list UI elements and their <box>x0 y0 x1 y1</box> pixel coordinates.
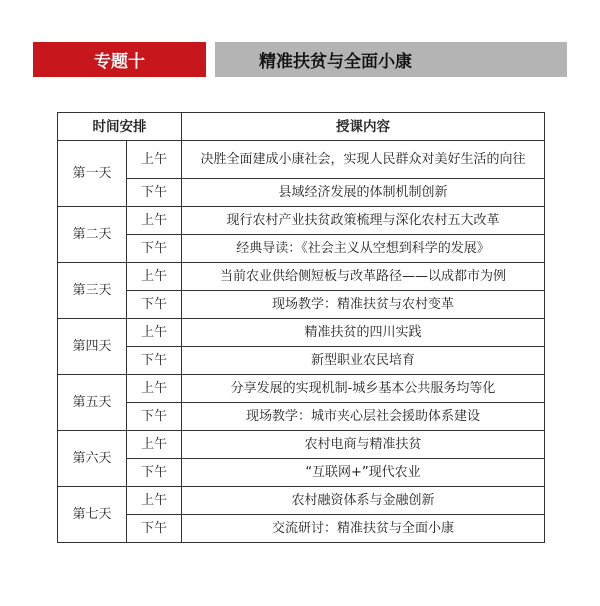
topic-cell: 当前农业供给侧短板与改革路径——以成都市为例 <box>182 263 545 291</box>
slot-cell: 上午 <box>127 375 182 403</box>
topic-cell: 决胜全面建成小康社会，实现人民群众对美好生活的向往 <box>182 141 545 179</box>
table-row <box>58 263 545 291</box>
table-row <box>58 141 545 179</box>
slot-cell: 下午 <box>127 515 182 543</box>
slot-cell: 下午 <box>127 403 182 431</box>
slot-cell: 下午 <box>127 459 182 487</box>
topic-cell: 分享发展的实现机制-城乡基本公共服务均等化 <box>182 375 545 403</box>
day-cell: 第四天 <box>58 319 127 375</box>
slot-cell: 上午 <box>127 141 182 179</box>
table-header-row <box>58 113 545 141</box>
day-cell: 第六天 <box>58 431 127 487</box>
table-row <box>58 179 545 207</box>
slot-cell: 上午 <box>127 207 182 235</box>
slot-cell: 下午 <box>127 179 182 207</box>
topic-number-label: 专题十 <box>94 52 145 72</box>
slot-cell: 下午 <box>127 291 182 319</box>
topic-cell: 农村融资体系与金融创新 <box>182 487 545 515</box>
topic-number-banner <box>33 42 206 77</box>
topic-title: 精准扶贫与全面小康 <box>259 52 412 72</box>
topic-cell: 经典导读：《社会主义从空想到科学的发展》 <box>182 235 545 263</box>
topic-cell: 交流研讨：精准扶贫与全面小康 <box>182 515 545 543</box>
topic-cell: 精准扶贫的四川实践 <box>182 319 545 347</box>
table-row <box>58 347 545 375</box>
table-row <box>58 459 545 487</box>
slot-cell: 上午 <box>127 431 182 459</box>
topic-cell: 新型职业农民培育 <box>182 347 545 375</box>
slot-cell: 下午 <box>127 347 182 375</box>
slot-cell: 下午 <box>127 235 182 263</box>
topic-cell: 县域经济发展的体制机制创新 <box>182 179 545 207</box>
topic-cell: 现行农村产业扶贫政策梳理与深化农村五大改革 <box>182 207 545 235</box>
table-row <box>58 403 545 431</box>
table-row <box>58 487 545 515</box>
day-cell: 第三天 <box>58 263 127 319</box>
slot-cell: 上午 <box>127 487 182 515</box>
table-row <box>58 207 545 235</box>
schedule-table <box>57 112 545 543</box>
slot-cell: 上午 <box>127 263 182 291</box>
topic-title-banner <box>215 42 567 77</box>
topic-cell: 现场教学：精准扶贫与农村变革 <box>182 291 545 319</box>
day-cell: 第二天 <box>58 207 127 263</box>
header-time: 时间安排 <box>58 113 182 141</box>
topic-cell: 农村电商与精准扶贫 <box>182 431 545 459</box>
table-row <box>58 291 545 319</box>
day-cell: 第七天 <box>58 487 127 543</box>
table-row <box>58 319 545 347</box>
topic-cell: “互联网+”现代农业 <box>182 459 545 487</box>
day-cell: 第一天 <box>58 141 127 207</box>
table-row <box>58 235 545 263</box>
header-content: 授课内容 <box>182 113 545 141</box>
table-row <box>58 515 545 543</box>
topic-cell: 现场教学：城市夹心层社会援助体系建设 <box>182 403 545 431</box>
slot-cell: 上午 <box>127 319 182 347</box>
day-cell: 第五天 <box>58 375 127 431</box>
table-row <box>58 375 545 403</box>
table-row <box>58 431 545 459</box>
